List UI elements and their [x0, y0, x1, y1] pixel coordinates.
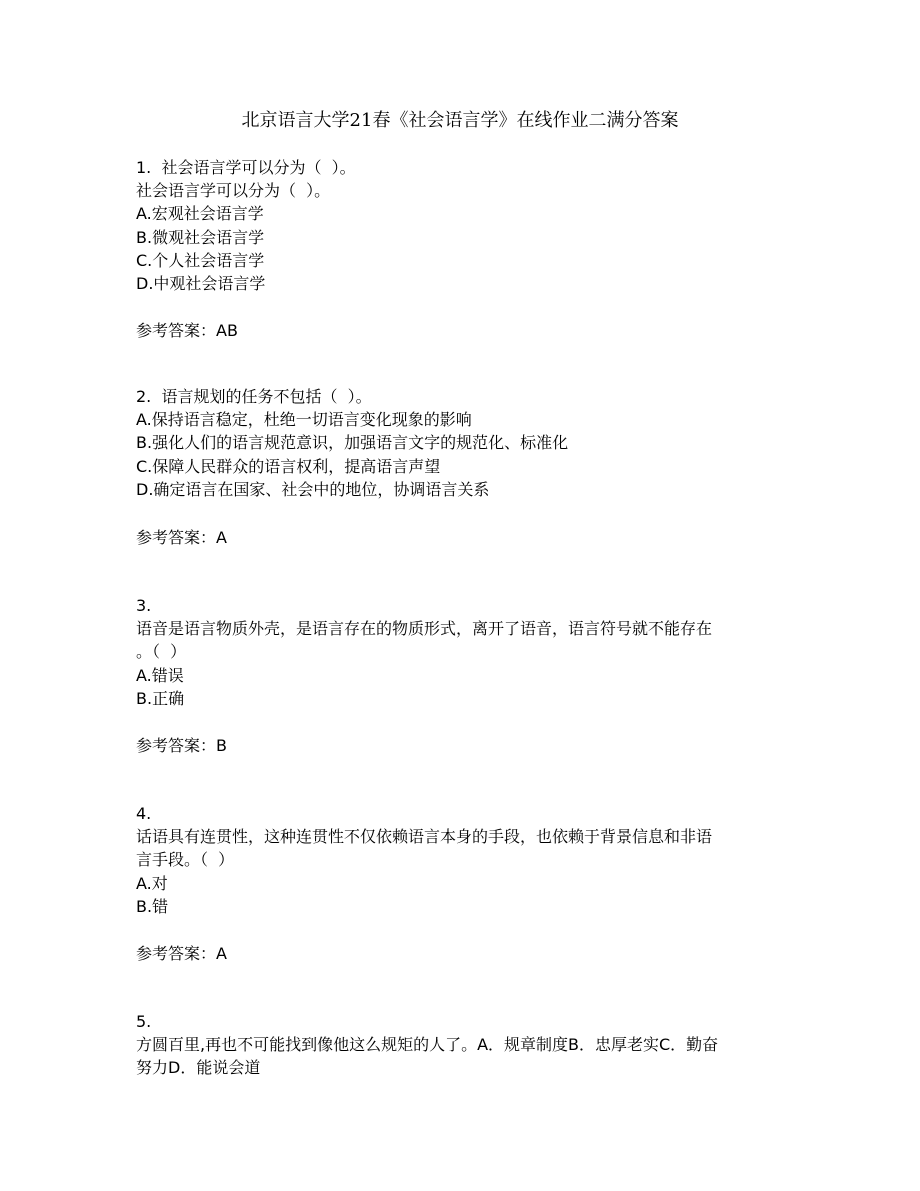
question-5 — [136, 1010, 796, 1080]
question-2 — [136, 385, 796, 501]
option-d: D.中观社会语言学 — [136, 274, 266, 294]
question-number: 3. — [136, 596, 152, 615]
answer-4: 参考答案：A — [136, 944, 227, 963]
question-number: 5. — [136, 1012, 152, 1031]
option-a: A.错误 — [136, 665, 184, 685]
question-stem-line: 方圆百里,再也不可能找到像他这么规矩的人了。A．规章制度B．忠厚老实C．勤奋 — [136, 1035, 719, 1055]
answer-2: 参考答案：A — [136, 528, 227, 547]
option-a: A.保持语言稳定，杜绝一切语言变化现象的影响 — [136, 410, 472, 430]
question-stem-line: 2. 语言规划的任务不包括（ ）。 — [136, 387, 372, 406]
question-4 — [136, 802, 796, 918]
option-a: A.宏观社会语言学 — [136, 204, 264, 224]
answer-1: 参考答案：AB — [136, 321, 238, 340]
question-stem-line: 言手段。（ ） — [136, 850, 235, 870]
question-stem-line: 话语具有连贯性，这种连贯性不仅依赖语言本身的手段，也依赖于背景信息和非语 — [136, 827, 713, 847]
answer-3: 参考答案：B — [136, 736, 227, 755]
question-number: 4. — [136, 804, 152, 823]
option-d: D.确定语言在国家、社会中的地位，协调语言关系 — [136, 479, 490, 499]
option-b: B.强化人们的语言规范意识，加强语言文字的规范化、标准化 — [136, 433, 569, 453]
option-c: C.保障人民群众的语言权利，提高语言声望 — [136, 456, 441, 476]
question-1 — [136, 156, 796, 295]
option-c: C.个人社会语言学 — [136, 250, 265, 270]
option-b: B.错 — [136, 896, 169, 916]
question-stem-line: 。（ ） — [136, 642, 187, 662]
question-stem-line: 1. 社会语言学可以分为（ ）。 — [136, 158, 356, 177]
option-a: A.对 — [136, 873, 168, 893]
question-stem-line: 努力D．能说会道 — [136, 1058, 261, 1078]
question-stem-line: 语音是语言物质外壳，是语言存在的物质形式，离开了语音，语言符号就不能存在 — [136, 619, 713, 639]
option-b: B.微观社会语言学 — [136, 227, 265, 247]
question-stem-line: 社会语言学可以分为（ ）。 — [136, 181, 331, 201]
option-b: B.正确 — [136, 688, 185, 708]
document-title: 北京语言大学21春《社会语言学》在线作业二满分答案 — [241, 110, 679, 131]
question-3 — [136, 594, 796, 710]
